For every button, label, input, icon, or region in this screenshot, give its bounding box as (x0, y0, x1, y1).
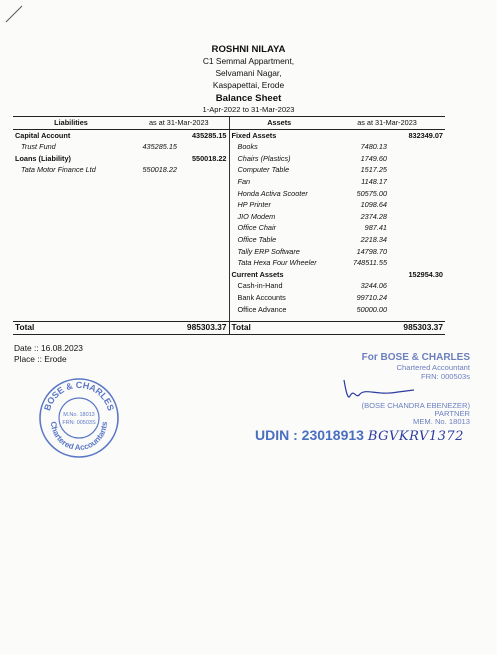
asset-sub-amount: 1517.25 (360, 165, 387, 175)
table-row (13, 153, 445, 165)
liability-amount (179, 257, 229, 269)
liability-sub-amount (129, 234, 179, 246)
address-line-1: C1 Semmal Appartment, (202, 56, 295, 66)
udin-number: UDIN : 23018913 (255, 427, 364, 443)
asset-name: Fixed Assets (229, 129, 329, 141)
liability-sub-amount (129, 269, 179, 281)
asset-sub-amount (329, 129, 389, 141)
liability-name (13, 188, 129, 200)
liability-sub-amount: 435285.15 (142, 142, 177, 152)
firm-sub: Chartered Accountant (396, 363, 470, 372)
liability-sub-amount (129, 280, 179, 292)
asset-sub-amount (329, 269, 389, 281)
header-liabilities: Liabilities (13, 117, 129, 130)
header-asset-date: as at 31-Mar-2023 (329, 117, 445, 130)
total-label: Total (13, 322, 129, 335)
asset-name: Office Advance (229, 304, 329, 316)
liability-name (13, 246, 129, 258)
header-liab-date: as at 31-Mar-2023 (129, 117, 229, 130)
liability-name (13, 269, 129, 281)
liability-amount (179, 222, 229, 234)
asset-name: Office Table (229, 234, 329, 246)
table-row (13, 246, 445, 258)
asset-amount (389, 211, 445, 223)
address-line-3: Kaspapettai, Erode (212, 80, 285, 90)
liability-name: Capital Account (15, 130, 71, 140)
liability-amount (179, 304, 229, 316)
asset-name: Honda Activa Scooter (229, 188, 329, 200)
svg-text:M.No. 18013: M.No. 18013 (63, 412, 95, 418)
table-row (13, 304, 445, 316)
report-title: Balance Sheet (215, 93, 282, 104)
table-row (13, 269, 445, 281)
liability-name (13, 257, 129, 269)
asset-name: HP Printer (229, 199, 329, 211)
asset-amount: 152954.30 (408, 269, 443, 279)
liability-name (13, 292, 129, 304)
signer-role: PARTNER (434, 409, 470, 418)
liability-sub-amount (129, 211, 179, 223)
ca-seal-stamp (37, 376, 121, 460)
asset-sub-amount: 2218.34 (360, 234, 387, 244)
table-row (13, 199, 445, 211)
liability-amount: 550018.22 (192, 153, 227, 163)
asset-sub-amount: 14798.70 (356, 246, 387, 256)
date-line: Date :: 16.08.2023 (14, 343, 83, 353)
firm-line: For BOSE & CHARLES (361, 352, 470, 363)
liability-sub-amount (129, 199, 179, 211)
liability-name (13, 211, 129, 223)
place-line: Place :: Erode (14, 354, 67, 364)
asset-sub-amount: 1148.17 (361, 176, 387, 186)
liability-name (13, 280, 129, 292)
asset-amount (389, 257, 445, 269)
asset-amount (389, 234, 445, 246)
liability-sub-amount (129, 222, 179, 234)
balance-sheet-table (13, 116, 445, 335)
liability-amount (179, 199, 229, 211)
address-line-2: Selvamani Nagar, (215, 68, 282, 78)
company-name: ROSHNI NILAYA (211, 44, 286, 55)
asset-name: JIO Modem (229, 211, 329, 223)
liability-name (13, 304, 129, 316)
signer-name: (BOSE CHANDRA EBENEZER) (361, 401, 470, 410)
header-assets: Assets (229, 117, 329, 130)
table-header-row (13, 117, 445, 130)
asset-sub-amount: 2374.28 (360, 211, 387, 221)
liability-amount (179, 164, 229, 176)
liability-sub-amount (129, 129, 179, 141)
liability-name: Trust Fund (21, 142, 56, 152)
asset-name: Tata Hexa Four Wheeler (229, 257, 329, 269)
asset-sub-amount: 3244.06 (360, 281, 387, 291)
liability-name (13, 222, 129, 234)
svg-text:FRN: 00503S: FRN: 00503S (62, 420, 96, 426)
asset-sub-amount: 1749.60 (360, 153, 387, 163)
table-row (13, 188, 445, 200)
asset-sub-amount: 50000.00 (356, 304, 387, 314)
liability-amount (179, 188, 229, 200)
asset-amount (389, 153, 445, 165)
asset-sub-amount: 987.41 (364, 223, 387, 233)
liability-amount (179, 269, 229, 281)
liability-sub-amount (129, 176, 179, 188)
liability-sub-amount: 550018.22 (142, 165, 177, 175)
asset-name: Computer Table (229, 164, 329, 176)
liability-amount (179, 292, 229, 304)
asset-total-label: Total (229, 322, 329, 335)
asset-name: Office Chair (229, 222, 329, 234)
liability-sub-amount (129, 257, 179, 269)
liability-amount (179, 211, 229, 223)
liability-sub-amount (129, 292, 179, 304)
table-row (13, 129, 445, 141)
table-row (13, 292, 445, 304)
asset-name: Cash-in-Hand (229, 280, 329, 292)
table-row (13, 211, 445, 223)
signer-mem: MEM. No. 18013 (413, 417, 470, 426)
asset-amount (389, 246, 445, 258)
liability-name (13, 234, 129, 246)
report-period: 1-Apr-2022 to 31-Mar-2023 (202, 105, 295, 114)
asset-name: Fan (229, 176, 329, 188)
asset-name: Chairs (Plastics) (229, 153, 329, 165)
liability-amount (179, 280, 229, 292)
asset-amount (389, 199, 445, 211)
asset-amount (389, 222, 445, 234)
liability-name: Loans (Liability) (15, 153, 71, 163)
asset-amount (389, 280, 445, 292)
asset-name: Current Assets (229, 269, 329, 281)
liability-sub-amount (129, 246, 179, 258)
asset-sub-amount: 7480.13 (360, 142, 387, 152)
liability-sub-amount (129, 188, 179, 200)
svg-text:Chartered Accountants: Chartered Accountants (48, 421, 110, 453)
liability-amount (179, 246, 229, 258)
table-row (13, 257, 445, 269)
table-row (13, 141, 445, 153)
liability-name: Tata Motor Finance Ltd (21, 165, 96, 175)
table-row (13, 234, 445, 246)
asset-name: Books (229, 141, 329, 153)
asset-name: Bank Accounts (229, 292, 329, 304)
liability-amount (179, 141, 229, 153)
asset-name: Tally ERP Software (229, 246, 329, 258)
asset-sub-amount: 99710.24 (356, 292, 387, 302)
table-row (13, 222, 445, 234)
table-row (13, 280, 445, 292)
liability-name (13, 199, 129, 211)
pen-mark (2, 2, 26, 26)
liab-total: 985303.37 (179, 322, 229, 335)
udin-handwritten: BGVKRV1372 (367, 429, 464, 444)
asset-sub-amount: 1098.64 (360, 200, 387, 210)
asset-sub-amount: 748511.55 (353, 258, 387, 268)
asset-amount (389, 141, 445, 153)
svg-text:BOSE & CHARLES: BOSE & CHARLES (42, 379, 116, 412)
table-row (13, 164, 445, 176)
liability-amount: 435285.15 (192, 130, 227, 140)
firm-frn: FRN: 000503s (421, 372, 470, 381)
asset-amount (389, 176, 445, 188)
liability-sub-amount (129, 304, 179, 316)
liability-amount (179, 234, 229, 246)
total-row (13, 322, 445, 335)
asset-amount (389, 304, 445, 316)
liability-sub-amount (129, 153, 179, 165)
asset-total: 985303.37 (389, 322, 445, 335)
liability-name (13, 176, 129, 188)
table-row (13, 176, 445, 188)
asset-amount (389, 164, 445, 176)
asset-amount: 832349.07 (408, 130, 443, 140)
asset-sub-amount: 50575.00 (356, 188, 387, 198)
handwritten-signature (338, 374, 418, 404)
asset-amount (389, 292, 445, 304)
liability-amount (179, 176, 229, 188)
asset-amount (389, 188, 445, 200)
